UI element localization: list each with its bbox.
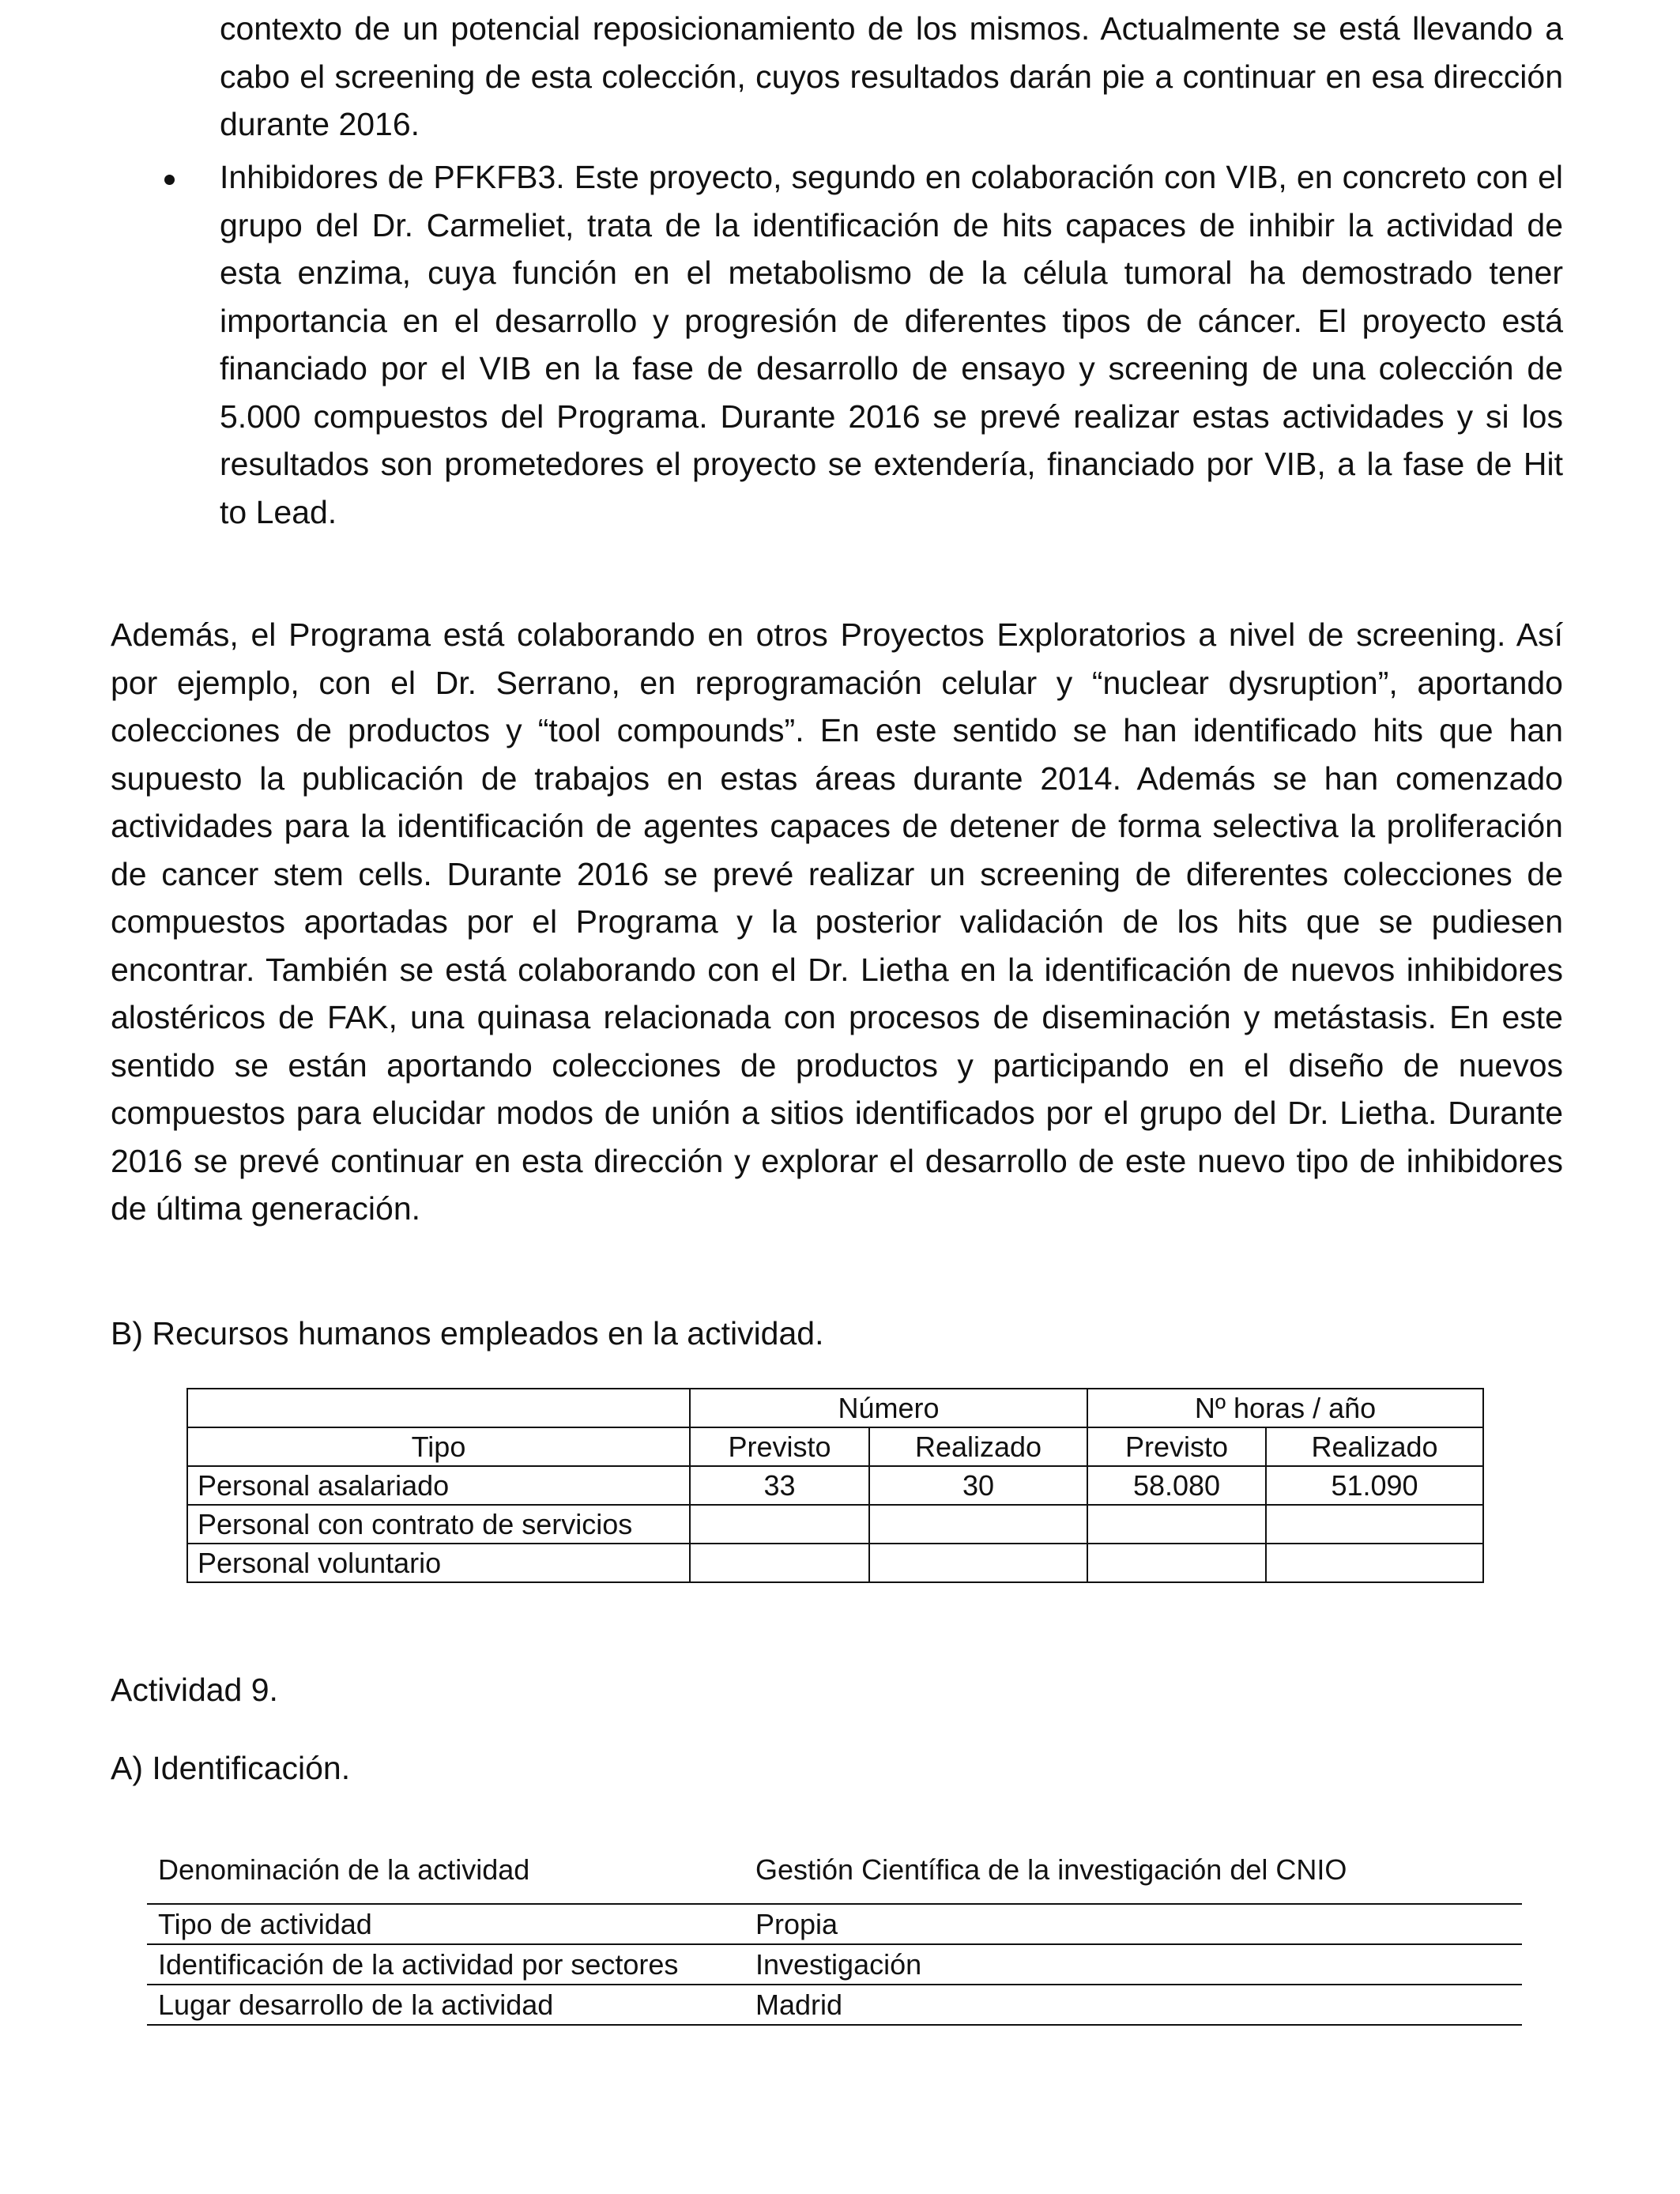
hr-cell-tipo: Personal asalariado <box>187 1466 690 1505</box>
hr-cell-horas-realizado: 51.090 <box>1266 1466 1483 1505</box>
ident-value: Madrid <box>744 1985 1522 2025</box>
section-a-heading: A) Identificación. <box>111 1750 351 1786</box>
ident-value: Investigación <box>744 1944 1522 1985</box>
hr-header-horas: Nº horas / año <box>1087 1389 1483 1427</box>
exploratory-projects-paragraph: Además, el Programa está colaborando en otros Proyectos Exploratorios a nivel de screening. Así por ejemplo, con el Dr. Serrano, en reprogramación celular y “nuclear dysruption”, aportando colecciones de productos y “tool compounds”. En este sentido se han identificado hits que han supuesto la publicación de trabajos en estas áreas durante 2014. Además se han comenzado actividades para la identificación de agentes capaces de detener de forma selectiva la proliferación de cancer stem cells. Durante 2016 se prevé realizar un screening de diferentes colecciones de compuestos aportadas por el Programa y la posterior validación de los hits que se pudiesen encontrar. También se está colaborando con el Dr. Lietha en la identificación de nuevos inhibidores alostéricos de FAK, una quinasa relacionada con procesos de diseminación y metástasis. En este sentido se están aportando colecciones de productos y participando en el diseño de nuevos compuestos para elucidar modos de unión a sitios identificados por el grupo del Dr. Lietha. Durante 2016 se prevé continuar en esta dirección y explorar el desarrollo de este nuevo tipo de inhibidores de última generación. <box>111 616 1563 1227</box>
ident-label: Lugar desarrollo de la actividad <box>147 1985 744 2025</box>
hr-cell-num-previsto <box>690 1544 869 1582</box>
ident-label-denominacion: Denominación de la actividad <box>147 1837 744 1904</box>
bullet-dot-icon <box>164 175 175 185</box>
continuation-paragraph: contexto de un potencial reposicionamiento de los mismos. Actualmente se está llevando a cabo el screening de esta colección, cuyos resultados darán pie a continuar en esa dirección durante 2016. <box>220 10 1563 142</box>
hr-cell-num-realizado <box>869 1505 1087 1544</box>
hr-cell-num-previsto <box>690 1505 869 1544</box>
hr-group-header-row <box>187 1389 1483 1427</box>
table-row <box>147 1944 1522 1985</box>
hr-cell-tipo: Personal voluntario <box>187 1544 690 1582</box>
ident-label: Tipo de actividad <box>147 1904 744 1944</box>
ident-header-row <box>147 1837 1522 1904</box>
hr-header-numero: Número <box>690 1389 1087 1427</box>
section-b-heading: B) Recursos humanos empleados en la actividad. <box>111 1315 824 1351</box>
hr-cell-num-realizado: 30 <box>869 1466 1087 1505</box>
hr-cell-num-realizado <box>869 1544 1087 1582</box>
human-resources-table <box>186 1388 1484 1583</box>
ident-label: Identificación de la actividad por sectores <box>147 1944 744 1985</box>
ident-value-denominacion: Gestión Científica de la investigación del CNIO <box>744 1837 1522 1904</box>
table-row <box>147 1904 1522 1944</box>
hr-cell-num-previsto: 33 <box>690 1466 869 1505</box>
hr-header-tipo: Tipo <box>187 1427 690 1466</box>
hr-cell-horas-previsto <box>1087 1544 1266 1582</box>
table-row <box>147 1985 1522 2025</box>
identification-table <box>147 1837 1522 2026</box>
hr-cell-horas-realizado <box>1266 1544 1483 1582</box>
hr-cell-horas-previsto: 58.080 <box>1087 1466 1266 1505</box>
table-row <box>187 1505 1483 1544</box>
activity-heading: Actividad 9. <box>111 1672 278 1708</box>
hr-header-num-realizado: Realizado <box>869 1427 1087 1466</box>
bullet-item-pfkfb3: Inhibidores de PFKFB3. Este proyecto, segundo en colaboración con VIB, en concreto con el grupo del Dr. Carmeliet, trata de la identificación de hits capaces de inhibir la actividad de esta enzima, cuya función en el metabolismo de la célula tumoral ha demostrado tener importancia en el desarrollo y progresión de diferentes tipos de cáncer. El proyecto está financiado por el VIB en la fase de desarrollo de ensayo y screening de una colección de 5.000 compuestos del Programa. Durante 2016 se prevé realizar estas actividades y si los resultados son prometedores el proyecto se extendería, financiado por VIB, a la fase de Hit to Lead. <box>220 159 1563 530</box>
hr-empty-corner-cell <box>187 1389 690 1427</box>
table-row <box>187 1544 1483 1582</box>
table-row <box>187 1466 1483 1505</box>
hr-cell-horas-previsto <box>1087 1505 1266 1544</box>
hr-cell-horas-realizado <box>1266 1505 1483 1544</box>
ident-value: Propia <box>744 1904 1522 1944</box>
hr-cell-tipo: Personal con contrato de servicios <box>187 1505 690 1544</box>
hr-sub-header-row <box>187 1427 1483 1466</box>
hr-header-horas-previsto: Previsto <box>1087 1427 1266 1466</box>
hr-header-horas-realizado: Realizado <box>1266 1427 1483 1466</box>
hr-header-num-previsto: Previsto <box>690 1427 869 1466</box>
